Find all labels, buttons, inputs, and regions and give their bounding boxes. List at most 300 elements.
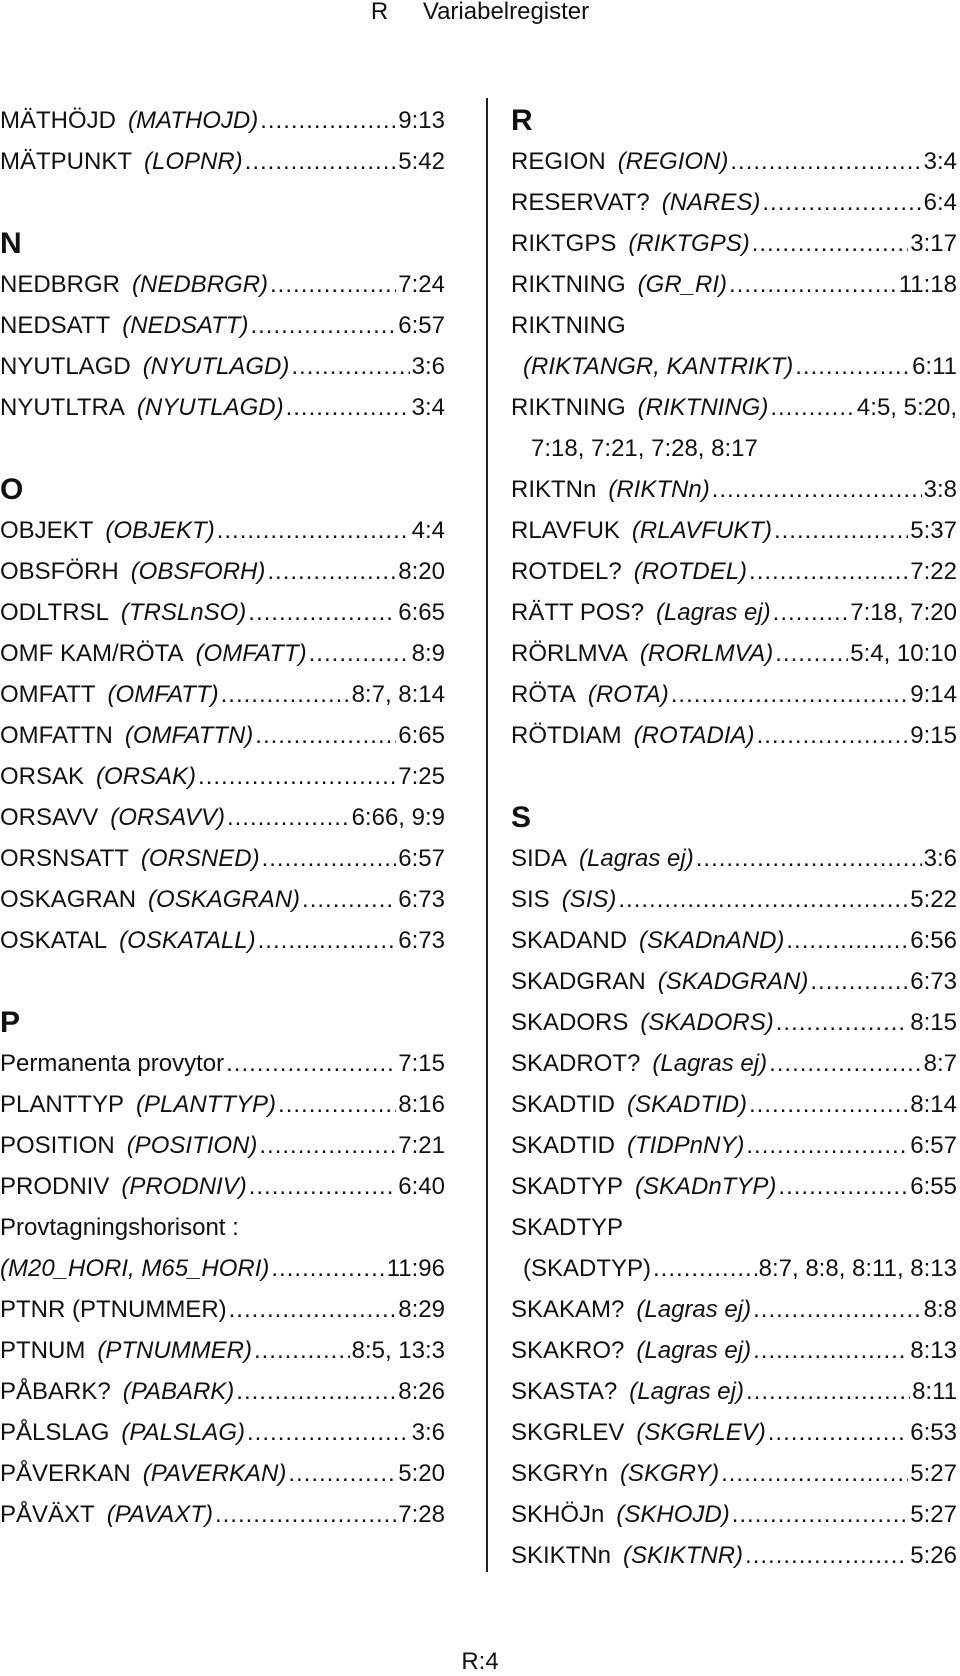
section-letter: S (511, 801, 532, 834)
dot-leader (247, 1412, 410, 1453)
entry-term: SKADORS (511, 1009, 629, 1036)
entry-variable-code: (PAVAXT) (106, 1501, 213, 1528)
dot-leader (769, 1043, 922, 1084)
dot-leader (255, 715, 396, 756)
entry-page-ref: 5:4, 10:10 (850, 640, 957, 667)
dot-leader (671, 674, 909, 715)
entry-term: RIKTNING (511, 394, 626, 421)
index-entry (511, 387, 957, 428)
dot-leader (221, 674, 350, 715)
dot-leader (217, 510, 410, 551)
entry-page-ref: 6:40 (398, 1173, 445, 1200)
entry-page-ref: 6:4 (923, 189, 957, 216)
index-entry (0, 838, 445, 879)
entry-variable-code: (PTNUMMER) (97, 1337, 252, 1364)
index-entry (511, 1412, 957, 1453)
dot-leader (267, 551, 396, 592)
section-letter: O (0, 473, 24, 506)
index-entry (0, 1371, 445, 1412)
entry-term: NYUTLTRA (0, 394, 125, 421)
dot-leader (258, 920, 397, 961)
entry-variable-code: (GR_RI) (637, 271, 728, 298)
entry-page-ref: 6:11 (912, 353, 957, 380)
index-entry (0, 1166, 445, 1207)
entry-term: ORSNSATT (0, 845, 129, 872)
dot-leader (250, 305, 396, 346)
dot-leader (229, 1289, 397, 1330)
entry-term: RLAVFUK (511, 517, 620, 544)
entry-term: RIKTGPS (511, 230, 617, 257)
dot-leader (810, 961, 908, 1002)
section-letter: R (511, 104, 533, 137)
entry-page-ref: 5:27 (910, 1460, 957, 1487)
index-entry (511, 633, 957, 674)
index-entry (511, 674, 957, 715)
entry-page-ref: 8:9 (411, 640, 445, 667)
dot-leader (291, 346, 409, 387)
entry-page-ref: 4:4 (411, 517, 445, 544)
entry-term: SKAKAM? (511, 1296, 625, 1323)
entry-page-ref: 8:15 (910, 1009, 957, 1036)
entry-page-ref: 8:20 (398, 558, 445, 585)
column-divider (486, 98, 488, 1572)
index-entry (0, 1494, 445, 1535)
entry-variable-code: (NYUTLAGD) (142, 353, 290, 380)
entry-variable-code: (LOPNR) (144, 148, 243, 175)
index-entry (511, 141, 957, 182)
dot-leader (226, 1043, 396, 1084)
entry-variable-code: (Lagras ej) (629, 1378, 744, 1405)
entry-variable-code: (OBJEKT) (105, 517, 215, 544)
entry-page-ref: 6:65 (398, 599, 445, 626)
entry-term: SKHÖJn (511, 1501, 605, 1528)
entry-term: SKIKTNn (511, 1542, 612, 1569)
dot-leader (762, 182, 921, 223)
section-letter: P (0, 1006, 21, 1039)
dot-leader (278, 1084, 396, 1125)
entry-term: RÄTT POS? (511, 599, 644, 626)
entry-variable-code: (Lagras ej) (655, 599, 771, 626)
entry-variable-code: (NEDSATT) (122, 312, 249, 339)
page-header (0, 0, 960, 24)
entry-term: OSKATAL (0, 927, 108, 954)
entry-page-ref: 5:20 (398, 1460, 445, 1487)
dot-leader (288, 1453, 396, 1494)
index-entry (0, 264, 445, 305)
entry-term: SKADTID (511, 1091, 616, 1118)
entry-variable-code: (RIKTNn) (608, 476, 710, 503)
page-number: R:4 (461, 1648, 499, 1675)
dot-leader (260, 100, 396, 141)
entry-term: OSKAGRAN (0, 886, 137, 913)
entry-variable-code: (Lagras ej) (636, 1337, 752, 1364)
entry-variable-code: (SKADORS) (640, 1009, 774, 1036)
index-entry (0, 715, 445, 756)
entry-page-ref: 6:73 (398, 927, 445, 954)
index-entry (511, 1371, 957, 1412)
entry-term: PLANTTYP (0, 1091, 125, 1118)
entry-variable-code: (SKADnAND) (639, 927, 785, 954)
dot-leader (753, 1330, 908, 1371)
entry-page-ref: 6:73 (398, 886, 445, 913)
entry-variable-code: (RIKTNING) (637, 394, 769, 421)
entry-term: OBJEKT (0, 517, 94, 544)
entry-term: PÅBARK? (0, 1378, 111, 1405)
entry-variable-code: (NEDBRGR) (132, 271, 269, 298)
index-entry (0, 100, 445, 141)
entry-variable-code: (Lagras ej) (579, 845, 694, 872)
index-text: SKADTYP (511, 1214, 624, 1241)
dot-leader (259, 1125, 396, 1166)
entry-page-ref: 7:21 (398, 1132, 445, 1159)
entry-term: ORSAK (0, 763, 85, 790)
entry-term: (SKADTYP) (523, 1255, 652, 1282)
index-entry (0, 305, 445, 346)
entry-page-ref: 8:26 (398, 1378, 445, 1405)
entry-page-ref: 3:6 (411, 1419, 445, 1446)
index-entry (0, 1125, 445, 1166)
dot-leader (778, 1166, 908, 1207)
entry-variable-code: (Lagras ej) (652, 1050, 768, 1077)
index-entry (0, 1248, 445, 1289)
entry-variable-code: (SKGRY) (619, 1460, 720, 1487)
dot-leader (749, 551, 908, 592)
entry-term: RIKTNING (511, 271, 626, 298)
index-entry (511, 1166, 957, 1207)
dot-leader (254, 1330, 350, 1371)
entry-term: Permanenta provytor (0, 1050, 225, 1077)
section-letter: N (0, 227, 22, 260)
dot-leader (745, 1535, 908, 1576)
dot-leader (729, 264, 897, 305)
entry-term: RÖRLMVA (511, 640, 628, 667)
index-text: Provtagningshorisont : (0, 1214, 239, 1241)
entry-term: OBSFÖRH (0, 558, 119, 585)
index-entry (511, 1084, 957, 1125)
dot-leader (286, 387, 410, 428)
index-entry (511, 838, 957, 879)
entry-term: SKADTYP (511, 1173, 624, 1200)
dot-leader (770, 387, 855, 428)
index-entry (511, 1494, 957, 1535)
entry-page-ref: 6:57 (910, 1132, 957, 1159)
entry-page-ref: 6:57 (398, 312, 445, 339)
dot-leader (730, 141, 921, 182)
index-entry (0, 879, 445, 920)
index-entry (511, 1453, 957, 1494)
entry-page-ref: 8:29 (398, 1296, 445, 1323)
entry-variable-code: (ORSNED) (140, 845, 260, 872)
dot-leader (245, 141, 397, 182)
index-entry (0, 674, 445, 715)
entry-variable-code: (SKADnTYP) (635, 1173, 777, 1200)
entry-variable-code: (NARES) (661, 189, 761, 216)
entry-page-ref: 6:73 (910, 968, 957, 995)
dot-leader (653, 1248, 757, 1289)
entry-variable-code: (PRODNIV) (121, 1173, 247, 1200)
entry-term: REGION (511, 148, 606, 175)
entry-variable-code: (RORLMVA) (639, 640, 774, 667)
entry-variable-code: (M20_HORI, M65_HORI) (0, 1255, 270, 1282)
entry-term: SIDA (511, 845, 568, 872)
entry-variable-code: (ROTDEL) (633, 558, 748, 585)
entry-variable-code: (OSKAGRAN) (148, 886, 301, 913)
entry-variable-code: (REGION) (617, 148, 729, 175)
index-entry (511, 264, 957, 305)
entry-page-ref: 8:8 (923, 1296, 957, 1323)
entry-page-ref: 4:5, 5:20, (856, 394, 957, 421)
entry-page-ref: 9:14 (910, 681, 957, 708)
entry-page-ref: 9:13 (398, 107, 445, 134)
dot-leader (618, 879, 908, 920)
index-entry (511, 715, 957, 756)
dot-leader (776, 1002, 909, 1043)
entry-term: ROTDEL? (511, 558, 622, 585)
entry-variable-code: (RLAVFUKT) (631, 517, 772, 544)
index-entry (0, 551, 445, 592)
index-entry (511, 551, 957, 592)
dot-leader (262, 838, 397, 879)
entry-term: PTNUM (0, 1337, 86, 1364)
entry-page-ref: 3:4 (923, 148, 957, 175)
entry-term: NEDBRGR (0, 271, 121, 298)
dot-leader (768, 1412, 909, 1453)
entry-variable-code: (PABARK) (122, 1378, 235, 1405)
entry-page-ref: 5:22 (910, 886, 957, 913)
entry-page-ref: 5:42 (398, 148, 445, 175)
entry-variable-code: (OBSFORH) (130, 558, 266, 585)
entry-page-ref: 7:24 (398, 271, 445, 298)
index-entry (0, 592, 445, 633)
entry-page-ref: 5:27 (910, 1501, 957, 1528)
index-entry (511, 1289, 957, 1330)
entry-page-ref: 11:96 (386, 1255, 445, 1282)
entry-page-ref: 6:56 (910, 927, 957, 954)
entry-term: PTNR (PTNUMMER) (0, 1296, 227, 1323)
entry-term: OMFATT (0, 681, 96, 708)
index-entry (0, 797, 445, 838)
dot-leader (270, 264, 396, 305)
entry-term: SKASTA? (511, 1378, 618, 1405)
index-entry (511, 1125, 957, 1166)
index-entry (511, 1535, 957, 1576)
entry-term: NEDSATT (0, 312, 111, 339)
entry-term: OMFATTN (0, 722, 113, 749)
entry-page-ref: 8:7 (923, 1050, 957, 1077)
entry-term: RÖTA (511, 681, 576, 708)
spacer (0, 428, 445, 469)
entry-term: PÅVERKAN (0, 1460, 131, 1487)
entry-page-ref: 9:15 (910, 722, 957, 749)
entry-page-ref: 7:15 (398, 1050, 445, 1077)
index-column-right (511, 100, 957, 1576)
index-entry (0, 920, 445, 961)
dot-leader (227, 797, 350, 838)
entry-page-ref: 6:65 (398, 722, 445, 749)
entry-page-ref: 6:57 (398, 845, 445, 872)
dot-leader (746, 1125, 908, 1166)
entry-page-ref: 7:18, 7:20 (850, 599, 957, 626)
dot-leader (236, 1371, 396, 1412)
dot-leader (302, 879, 396, 920)
entry-page-ref: 5:37 (910, 517, 957, 544)
dot-leader (749, 1084, 908, 1125)
dot-leader (795, 346, 910, 387)
entry-page-ref: 8:7, 8:8, 8:11, 8:13 (758, 1255, 957, 1282)
index-entry (511, 592, 957, 633)
entry-term: SKGRYn (511, 1460, 608, 1487)
index-entry (511, 1002, 957, 1043)
index-entry (511, 1043, 957, 1084)
dot-leader (696, 838, 922, 879)
entry-page-ref: 7:22 (910, 558, 957, 585)
index-entry (0, 141, 445, 182)
entry-variable-code: (ORSAVV) (110, 804, 225, 831)
header-letter: R (370, 0, 389, 25)
entry-term: SKGRLEV (511, 1419, 625, 1446)
entry-term: RESERVAT? (511, 189, 650, 216)
entry-page-ref: 3:17 (910, 230, 957, 257)
dot-leader (757, 715, 909, 756)
index-entry (511, 469, 957, 510)
entry-variable-code: (SIS) (561, 886, 617, 913)
dot-leader (271, 1248, 384, 1289)
entry-term: POSITION (0, 1132, 115, 1159)
dot-leader (721, 1453, 908, 1494)
index-entry (0, 1330, 445, 1371)
index-entry (0, 1412, 445, 1453)
entry-variable-code: (TRSLnSO) (120, 599, 247, 626)
dot-leader (198, 756, 396, 797)
entry-variable-code: (OSKATALL) (119, 927, 256, 954)
dot-leader (746, 1371, 910, 1412)
dot-leader (773, 592, 849, 633)
entry-page-ref: 7:28 (398, 1501, 445, 1528)
entry-variable-code: (ORSAK) (96, 763, 197, 790)
entry-variable-code: (SKHOJD) (616, 1501, 730, 1528)
entry-page-ref: 8:7, 8:14 (351, 681, 445, 708)
entry-term: ODLTRSL (0, 599, 109, 626)
dot-leader (712, 469, 922, 510)
entry-page-ref: 8:11 (912, 1378, 957, 1405)
entry-variable-code: (PAVERKAN) (142, 1460, 287, 1487)
index-entry (0, 1043, 445, 1084)
spacer (0, 961, 445, 1002)
index-entry (511, 1248, 957, 1289)
dot-leader (752, 223, 909, 264)
index-entry (511, 223, 957, 264)
entry-term: OMF KAM/RÖTA (0, 640, 184, 667)
dot-leader (309, 633, 410, 674)
index-entry (511, 961, 957, 1002)
entry-term: SIS (511, 886, 550, 913)
entry-term: MÄTPUNKT (0, 148, 132, 175)
header-title: Variabelregister (422, 0, 590, 25)
entry-variable-code: (NYUTLAGD) (136, 394, 284, 421)
entry-variable-code: (TIDPnNY) (627, 1132, 745, 1159)
entry-page-ref: 8:16 (398, 1091, 445, 1118)
entry-page-ref: 3:8 (923, 476, 957, 503)
entry-variable-code: (PLANTTYP) (136, 1091, 277, 1118)
entry-variable-code: (RIKTANGR, KANTRIKT) (523, 353, 794, 380)
entry-term: PÅVÄXT (0, 1501, 95, 1528)
entry-term: SKADAND (511, 927, 628, 954)
index-continuation: 7:18, 7:21, 7:28, 8:17 (531, 435, 758, 462)
entry-term: PRODNIV (0, 1173, 110, 1200)
entry-variable-code: (OMFATTN) (124, 722, 254, 749)
spacer (511, 756, 957, 797)
entry-variable-code: (ROTA) (587, 681, 669, 708)
dot-leader (775, 633, 848, 674)
entry-page-ref: 8:5, 13:3 (351, 1337, 445, 1364)
entry-variable-code: (Lagras ej) (636, 1296, 752, 1323)
entry-term: ORSAVV (0, 804, 99, 831)
entry-term: NYUTLAGD (0, 353, 131, 380)
dot-leader (786, 920, 908, 961)
dot-leader (774, 510, 908, 551)
entry-term: SKAKRO? (511, 1337, 625, 1364)
spacer (0, 182, 445, 223)
index-entry (511, 879, 957, 920)
entry-variable-code: (OMFATT) (107, 681, 219, 708)
entry-page-ref: 5:26 (910, 1542, 957, 1569)
dot-leader (248, 592, 396, 633)
dot-leader (753, 1289, 922, 1330)
index-entry (0, 346, 445, 387)
entry-page-ref: 7:25 (398, 763, 445, 790)
dot-leader (249, 1166, 397, 1207)
entry-variable-code: (SKIKTNR) (623, 1542, 744, 1569)
entry-term: SKADGRAN (511, 968, 646, 995)
index-entry (0, 1289, 445, 1330)
index-entry (511, 346, 957, 387)
entry-term: SKADTID (511, 1132, 616, 1159)
entry-page-ref: 3:4 (411, 394, 445, 421)
dot-leader (215, 1494, 396, 1535)
dot-leader (732, 1494, 909, 1535)
index-entry (511, 920, 957, 961)
entry-variable-code: (SKADTID) (627, 1091, 748, 1118)
entry-variable-code: (POSITION) (126, 1132, 258, 1159)
entry-term: PÅLSLAG (0, 1419, 110, 1446)
entry-variable-code: (OMFATT) (195, 640, 307, 667)
index-entry (0, 387, 445, 428)
index-entry (0, 633, 445, 674)
index-entry (511, 182, 957, 223)
index-entry (0, 510, 445, 551)
entry-page-ref: 11:18 (898, 271, 957, 298)
index-entry (0, 1084, 445, 1125)
entry-variable-code: (RIKTGPS) (628, 230, 750, 257)
index-text: RIKTNING (511, 312, 626, 339)
entry-page-ref: 6:66, 9:9 (351, 804, 445, 831)
entry-page-ref: 8:14 (910, 1091, 957, 1118)
index-entry (0, 756, 445, 797)
entry-variable-code: (PALSLAG) (121, 1419, 246, 1446)
entry-page-ref: 6:55 (910, 1173, 957, 1200)
entry-term: RÖTDIAM (511, 722, 622, 749)
index-entry (0, 1453, 445, 1494)
entry-variable-code: (SKADGRAN) (657, 968, 809, 995)
index-column-left (0, 100, 445, 1535)
entry-variable-code: (SKGRLEV) (636, 1419, 766, 1446)
entry-page-ref: 3:6 (923, 845, 957, 872)
index-entry (511, 1330, 957, 1371)
entry-variable-code: (MATHOJD) (128, 107, 259, 134)
index-entry (511, 510, 957, 551)
entry-page-ref: 3:6 (411, 353, 445, 380)
entry-term: SKADROT? (511, 1050, 641, 1077)
